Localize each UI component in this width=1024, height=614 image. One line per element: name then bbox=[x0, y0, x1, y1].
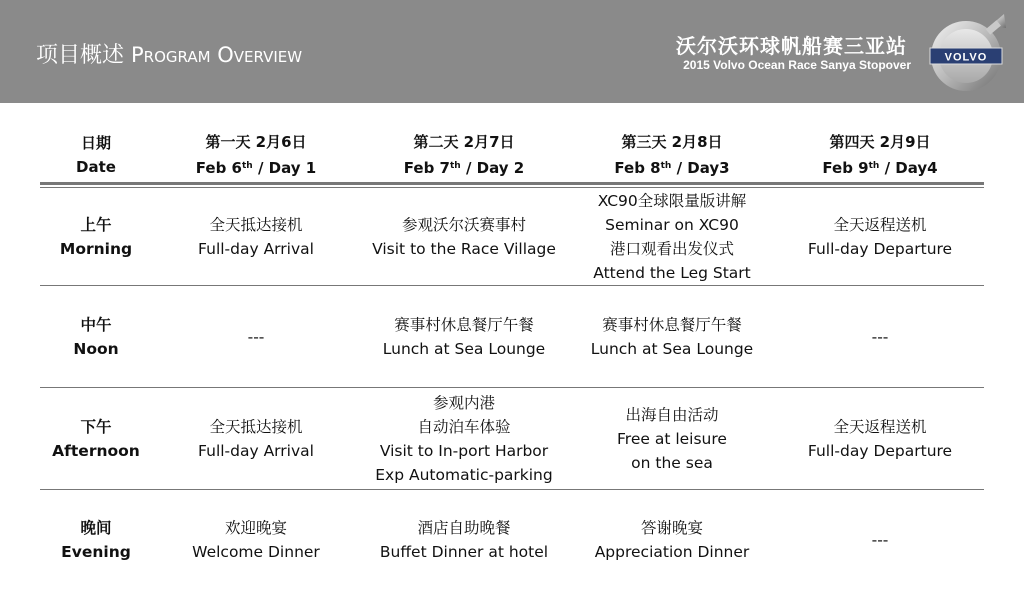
row-label-morning: 上午 Morning bbox=[59, 215, 133, 258]
table-row-afternoon bbox=[40, 388, 984, 490]
table-row-evening bbox=[40, 490, 984, 590]
table-cell: 答谢晚宴 Appreciation Dinner bbox=[594, 519, 750, 561]
header-day4: 第四天 2月9日 Feb 9th / Day4 bbox=[822, 133, 938, 177]
table-cell: --- bbox=[871, 531, 889, 549]
page-title-en: Program Overview bbox=[131, 43, 303, 67]
table-header bbox=[40, 128, 984, 182]
logo-text: VOLVO bbox=[944, 51, 988, 64]
table-cell: 全天返程送机 Full-day Departure bbox=[807, 417, 953, 460]
table-cell: 全天抵达接机 Full-day Arrival bbox=[198, 215, 314, 258]
row-label-evening: 晚间 Evening bbox=[61, 519, 131, 561]
row-label-afternoon: 下午 Afternoon bbox=[52, 417, 140, 460]
header-day2: 第二天 2月7日 Feb 7th / Day 2 bbox=[403, 133, 525, 177]
program-table bbox=[40, 128, 984, 590]
volvo-logo-icon bbox=[928, 12, 1010, 94]
header-date: 日期 Date bbox=[76, 134, 116, 176]
table-cell: 赛事村休息餐厅午餐 Lunch at Sea Lounge bbox=[382, 315, 546, 358]
page-title bbox=[36, 38, 302, 69]
event-title-cn: 沃尔沃环球帆船赛三亚站 bbox=[676, 34, 907, 58]
table-cell: 全天抵达接机 Full-day Arrival bbox=[198, 417, 314, 460]
page-title-cn: 项目概述 bbox=[36, 43, 125, 68]
table-cell: 赛事村休息餐厅午餐 Lunch at Sea Lounge bbox=[590, 315, 754, 358]
table-cell: --- bbox=[247, 327, 265, 346]
table-row-noon bbox=[40, 286, 984, 388]
header-day3: 第三天 2月8日 Feb 8th / Day3 bbox=[614, 133, 730, 177]
table-row-morning bbox=[40, 188, 984, 286]
table-cell: 参观沃尔沃赛事村 Visit to the Race Village bbox=[372, 215, 556, 258]
table-cell: 出海自由活动 Free at leisure on the sea bbox=[617, 405, 727, 472]
table-cell: 酒店自助晚餐 Buffet Dinner at hotel bbox=[379, 519, 549, 561]
table-cell: 参观内港 自动泊车体验 Visit to In-port Harbor Exp Automatic-parking bbox=[375, 393, 553, 484]
table-cell: XC90全球限量版讲解 Seminar on XC90 港口观看出发仪式 Attend the Leg Start bbox=[593, 191, 751, 282]
table-cell: --- bbox=[871, 327, 889, 346]
table-cell: 欢迎晚宴 Welcome Dinner bbox=[192, 519, 320, 561]
table-cell: 全天返程送机 Full-day Departure bbox=[807, 215, 953, 258]
row-label-noon: 中午 Noon bbox=[73, 315, 119, 358]
header-day1: 第一天 2月6日 Feb 6th / Day 1 bbox=[195, 133, 317, 177]
header-banner bbox=[0, 0, 1024, 103]
event-title-en: 2015 Volvo Ocean Race Sanya Stopover bbox=[683, 58, 911, 72]
